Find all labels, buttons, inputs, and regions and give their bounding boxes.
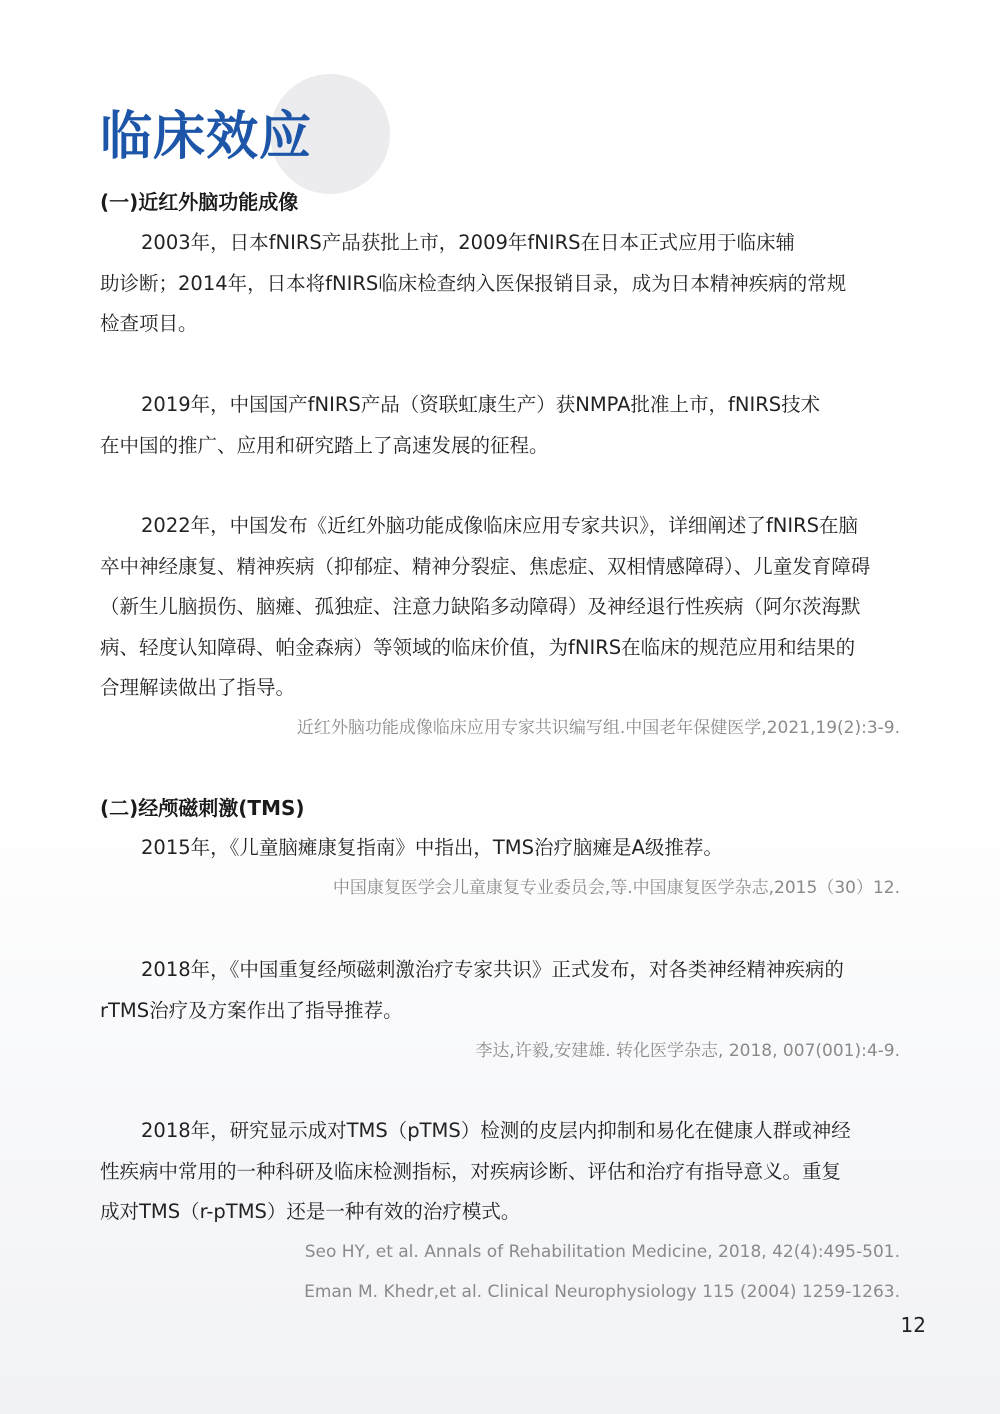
- reference-citation: 近红外脑功能成像临床应用专家共识编写组.中国老年保健医学,2021,19(2):3-9.: [296, 718, 900, 738]
- paragraph-line: 2015年，《儿童脑瘫康复指南》中指出，TMS治疗脑瘫是A级推荐。: [141, 836, 723, 859]
- paragraph-line: 2018年，《中国重复经颅磁刺激治疗专家共识》正式发布，对各类神经精神疾病的: [141, 958, 844, 981]
- paragraph-line: 检查项目。: [100, 312, 198, 335]
- paragraph: [100, 223, 900, 345]
- paragraph-line: rTMS治疗及方案作出了指导推荐。: [100, 998, 403, 1022]
- paragraph: [100, 1111, 900, 1233]
- paragraph-line: 病、轻度认知障碍、帕金森病）等领域的临床价值，为fNIRS在临床的规范应用和结果的: [100, 635, 856, 659]
- paragraph-line: 2018年，研究显示成对TMS（pTMS）检测的皮层内抑制和易化在健康人群或神经: [141, 1119, 851, 1142]
- paragraph-line: 2019年，中国国产fNIRS产品（资联虹康生产）获NMPA批准上市，fNIRS技术: [141, 393, 821, 416]
- section-heading-fnirs: (一)近红外脑功能成像: [100, 190, 299, 214]
- paragraph-line: （新生儿脑损伤、脑瘫、孤独症、注意力缺陷多动障碍）及神经退行性疾病（阿尔茨海默: [100, 595, 861, 618]
- paragraph-line: 成对TMS（r-pTMS）还是一种有效的治疗模式。: [100, 1200, 521, 1223]
- paragraph: [100, 385, 900, 466]
- paragraph: [100, 950, 900, 1031]
- paragraph-line: 助诊断；2014年，日本将fNIRS临床检查纳入医保报销目录，成为日本精神疾病的常规: [100, 271, 847, 295]
- paragraph-line: 性疾病中常用的一种科研及临床检测指标，对疾病诊断、评估和治疗有指导意义。重复: [100, 1159, 842, 1183]
- page-title: 临床效应: [100, 106, 313, 167]
- paragraph-line: 合理解读做出了指导。: [100, 676, 296, 699]
- paragraph-line: 在中国的推广、应用和研究踏上了高速发展的征程。: [100, 433, 549, 457]
- paragraph: [100, 506, 900, 709]
- paragraph-line: 2022年，中国发布《近红外脑功能成像临床应用专家共识》，详细阐述了fNIRS在脑: [141, 514, 859, 537]
- page-number: 12: [900, 1313, 926, 1337]
- paragraph-line: 2003年，日本fNIRS产品获批上市，2009年fNIRS在日本正式应用于临床辅: [141, 231, 796, 254]
- paragraph-line: 卒中神经康复、精神疾病（抑郁症、精神分裂症、焦虑症、双相情感障碍）、儿童发育障碍: [100, 554, 871, 578]
- reference-citation: Eman M. Khedr,et al. Clinical Neurophysiology 115 (2004) 1259-1263.: [304, 1282, 900, 1302]
- reference-citation: 李达,许毅,安建雄. 转化医学杂志, 2018, 007(001):4-9.: [475, 1041, 900, 1061]
- reference-citation: 中国康复医学会儿童康复专业委员会,等.中国康复医学杂志,2015（30）12.: [332, 878, 900, 898]
- paragraph: [100, 828, 900, 869]
- section-heading-tms: (二)经颅磁刺激(TMS): [100, 796, 305, 820]
- reference-citation: Seo HY, et al. Annals of Rehabilitation Medicine, 2018, 42(4):495-501.: [304, 1242, 900, 1262]
